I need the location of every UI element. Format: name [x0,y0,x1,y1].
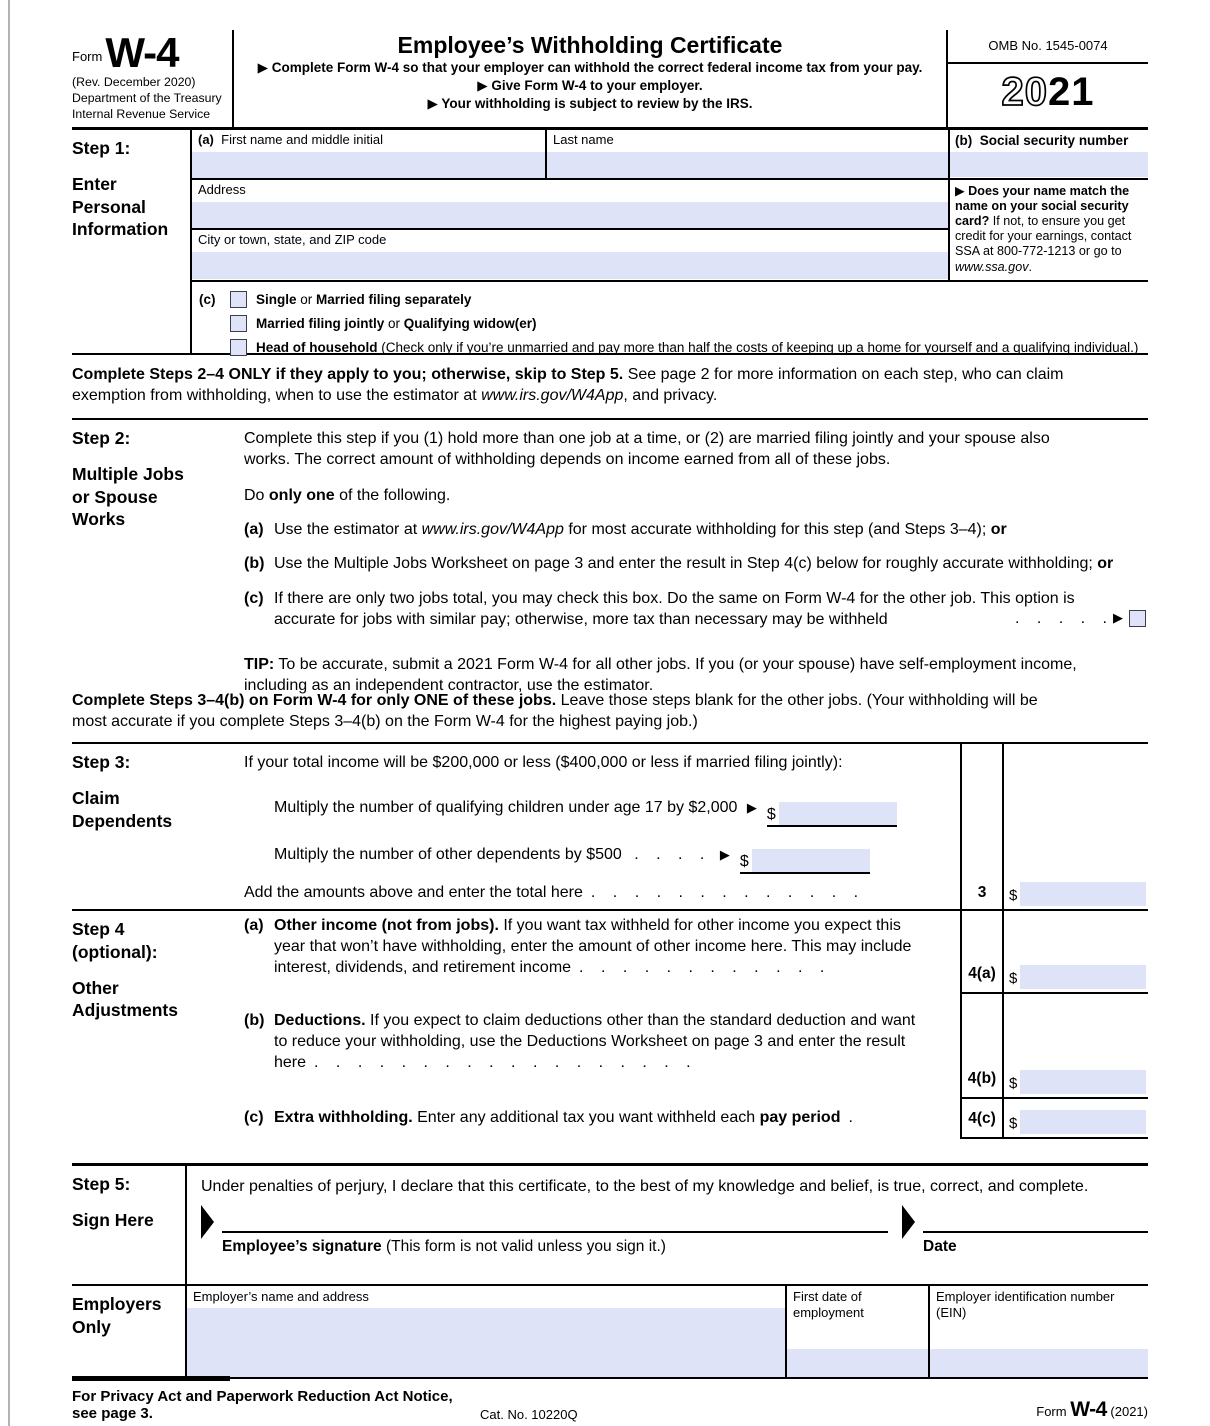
single-checkbox[interactable] [230,291,247,308]
signature-arrow-icon [201,1205,214,1239]
step1-section [72,130,1148,355]
step4-label: Step 4 (optional): [72,919,158,962]
form-word: Form [72,48,103,64]
step4-sublabel: Other Adjustments [72,977,178,1021]
page-footer [72,1388,1148,1422]
step4-row-c: (c) Extra withholding. Enter any additional tax you want withheld each pay period . 4(c) $ [244,1099,1148,1139]
step3-total-row: Add the amounts above and enter the total here . . . . . . . . . . . . . 3 $ [244,876,1148,909]
employer-name-input[interactable] [187,1308,785,1377]
step3-section [72,744,1148,911]
ssa-note: ▶ Does your name match the name on your social security card? If not, to ensure you get credit for your earnings, contact SSA at 800-772-1213 or go to www.ssa.gov. [955,184,1132,274]
step3-label-col [72,744,244,909]
footer-form-id: Form W-4 (2021) [1036,1398,1148,1421]
step3-intro-row: If your total income will be $200,000 or less ($400,000 or less if married filing jointly): [244,744,1148,782]
header-bullet-1: ▶ Complete Form W-4 so that your employer can withhold the correct federal income tax from your pay. [257,60,923,75]
step2-paragraph: Complete this step if you (1) hold more than one job at a time, or (2) are married filing jointly and your spouse also works. The correct amount of withholding depends on income earned from all of these jobs. [244,430,1050,469]
signature-block [222,1231,888,1257]
single-label: Single or Married filing separately [256,291,472,307]
step2-sublabel: Multiple Jobs or Spouse Works [72,463,184,530]
first-date-col [785,1286,928,1377]
employers-only-section [72,1286,1148,1379]
employer-name-col [187,1286,785,1377]
ssn-column [948,130,1148,280]
step4-row-a: (a) Other income (not from jobs). If you want tax withheld for other income you expect this year that won’t have withholding, enter the amount of other income here. This may include interest, dividends, and retirement income . . . . . . . . . . . . 4(a) $ [244,911,1148,994]
year-outline-digits: 20 [1001,70,1048,114]
head-of-household-checkbox[interactable] [230,339,247,356]
step1-label: Step 1: [72,138,131,158]
step3-others-amount-input[interactable] [752,849,870,872]
step3-children-amount-input[interactable] [779,802,897,825]
step3-sublabel: Claim Dependents [72,787,173,831]
signature-caption: Employee’s signature (This form is not valid unless you sign it.) [222,1237,666,1255]
employer-name-label: Employer’s name and address [193,1289,369,1304]
filing-status-row-hoh [199,335,1148,359]
step3-others-row: Multiply the number of other dependents by $500 . . . . ▶ $ [244,831,1148,876]
step3-total-input[interactable] [1020,882,1146,906]
employers-only-label: Employers Only [72,1294,162,1337]
filing-status-row-single [199,287,1148,311]
step3-label: Step 3: [72,752,131,772]
two-jobs-checkbox[interactable] [1129,610,1146,627]
arrow-icon: ▶ [746,800,757,816]
step4-row-b: (b) Deductions. If you expect to claim deductions other than the standard deduction and want to reduce your withholding, use the Deductions Worksheet on page 3 and enter the result here . . . . . . . . . . . . . . . . . . 4(b) $ [244,994,1148,1099]
first-name-input[interactable] [192,152,545,178]
date-block [923,1231,1148,1257]
header-bullet-3: ▶ Your withholding is subject to review by the IRS. [427,96,753,112]
leader-dots: . . . . . [1014,609,1107,627]
step4-label-col [72,911,244,1163]
step5-section [72,1166,1148,1286]
filing-status-prefix: (c) [199,291,216,307]
step1-label-col [72,130,190,353]
tax-year [948,70,1148,115]
step2-item-b: (b) Use the Multiple Jobs Worksheet on page 3 and enter the result in Step 4(c) below for roughly accurate withholding; or [244,555,1114,573]
date-label: Date [923,1237,957,1255]
step4b-amount-input[interactable] [1020,1070,1146,1094]
form-revision: (Rev. December 2020) [72,74,196,89]
step2-label: Step 2: [72,428,131,448]
first-date-input[interactable] [787,1349,928,1377]
first-name-label: (a) First name and middle initial [198,132,383,147]
step2-do-line: Do only one of the following. [244,487,451,505]
ein-label: Employer identification number (EIN) [936,1289,1115,1321]
step1-fields-area [190,130,1148,353]
omb-number: OMB No. 1545-0074 [948,30,1148,64]
last-name-label: Last name [553,132,614,147]
address-label: Address [198,182,246,197]
page-edge [8,0,10,1426]
form-content [72,30,1148,1422]
agency-line: Internal Revenue Service [72,106,211,121]
department-line: Department of the Treasury [72,90,222,105]
ein-input[interactable] [930,1349,1148,1377]
omb-year-block [948,30,1148,127]
ssn-input[interactable] [950,152,1148,177]
last-name-input[interactable] [547,152,948,178]
title-block [232,30,948,127]
filing-status-area [192,280,1148,359]
catalog-number: Cat. No. 10220Q [480,1407,578,1422]
perjury-statement: Under penalties of perjury, I declare that this certificate, to the best of my knowledge and belief, is true, correct, and complete. [201,1178,1089,1195]
form-title: Employee’s Withholding Certificate [397,32,783,58]
head-of-household-label: Head of household (Check only if you’re unmarried and pay more than half the costs of keeping up a home for yourself and a qualifying individual.) [256,339,1139,355]
step4a-amount-input[interactable] [1020,965,1146,989]
step4c-amount-input[interactable] [1020,1110,1146,1134]
address-input[interactable] [192,202,948,228]
step4b-row-number: 4(b) [960,994,1002,1099]
step2-item-a: (a) Use the estimator at www.irs.gov/W4App for most accurate withholding for this step (and Steps 3–4); or [244,521,1007,539]
city-input[interactable] [192,252,948,279]
year-solid-digits: 21 [1048,70,1095,114]
married-jointly-label: Married filing jointly or Qualifying widow(er) [256,315,537,331]
step4-section [72,911,1148,1166]
step2-section [72,420,1148,694]
first-date-label: First date of employment [793,1289,864,1321]
step2-label-col [72,420,244,680]
step5-label-col [72,1166,185,1284]
step2-tip: TIP: To be accurate, submit a 2021 Form W-4 for all other jobs. If you (or your spouse) have self-employment income, including as an independent contractor, use the estimator. [244,655,1077,694]
form-number: W-4 [105,29,179,76]
step3-row-number: 3 [960,876,1002,909]
step2-item-c: (c) If there are only two jobs total, you may check this box. Do the same on Form W-4 for the other job. This option is accurate for jobs with similar pay; otherwise, more tax than necessary may be withheld . . . . . ▶ [244,588,1148,630]
date-arrow-icon [902,1205,915,1239]
step4c-row-number: 4(c) [960,1099,1002,1139]
steps-3-4b-note: Complete Steps 3–4(b) on Form W-4 for only ONE of these jobs. Leave those steps blank for the other jobs. (Your withholding will be most accurate if you complete Steps 3–4(b) on the Form W-4 for the highest paying job.) [72,680,1148,744]
step4a-row-number: 4(a) [960,911,1002,994]
step5-label: Step 5: [72,1174,131,1194]
ein-col [928,1286,1148,1377]
filing-status-row-married [199,311,1148,335]
form-id-block [72,30,232,127]
married-jointly-checkbox[interactable] [230,315,247,332]
arrow-icon: ▶ [719,847,730,863]
steps-2-4-note: Complete Steps 2–4 ONLY if they apply to you; otherwise, skip to Step 5. See page 2 for more information on each step, who can claim exemption from withholding, when to use the estimator at www.irs.gov/W4App, and privacy. [72,355,1148,420]
city-label: City or town, state, and ZIP code [198,232,387,247]
step5-sublabel: Sign Here [72,1209,154,1230]
form-header [72,30,1148,130]
privacy-notice: For Privacy Act and Paperwork Reduction Act Notice, see page 3. [72,1388,453,1422]
step1-sublabel: Enter Personal Information [72,173,169,240]
ssn-label: (b) Social security number [955,133,1129,148]
header-bullet-2: ▶ Give Form W-4 to your employer. [477,78,703,94]
step3-children-row: Multiply the number of qualifying children under age 17 by $2,000 ▶ $ [244,782,1148,831]
arrow-icon: ▶ [1113,610,1123,626]
